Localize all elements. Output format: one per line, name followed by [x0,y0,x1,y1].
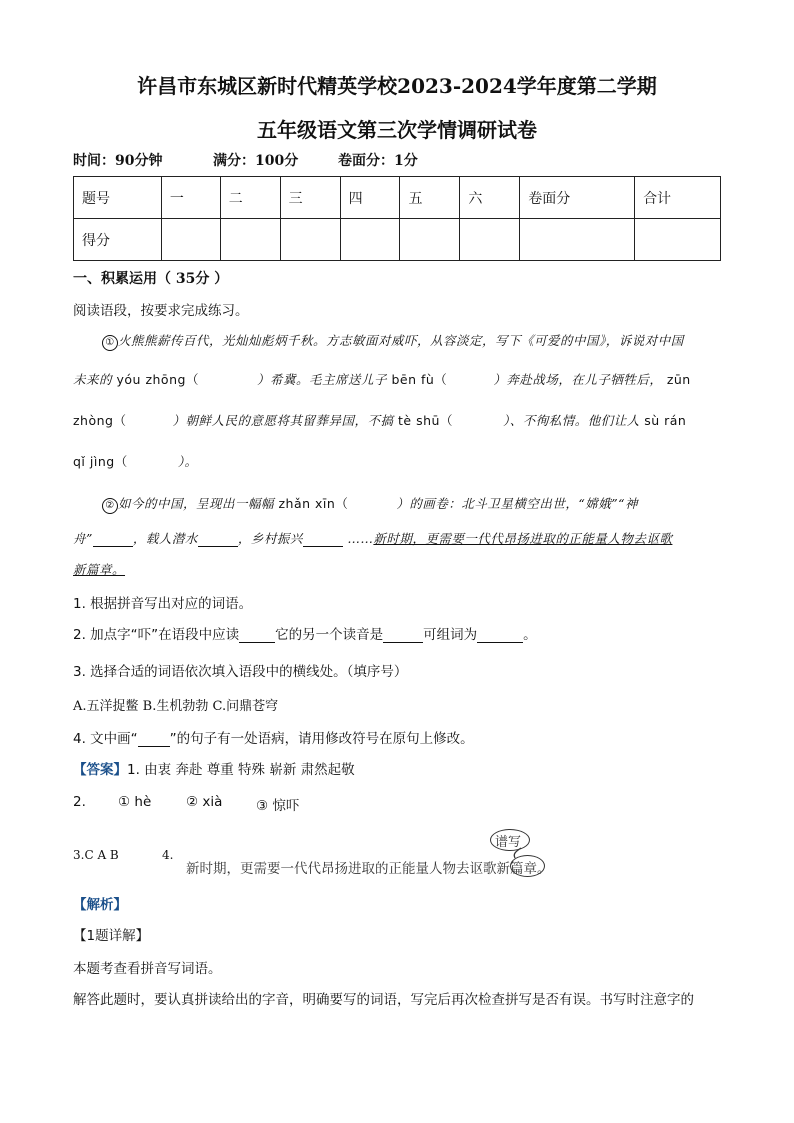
passage-text: ）希冀。毛主席送儿子 [256,372,387,387]
exam-time: 时间：90分钟 [73,153,163,169]
answer-tag: 【答案】 [73,762,127,778]
page-subtitle: 五年级语文第三次学情调研试卷 [257,118,537,142]
question-text: ”的句子有一处语病，请用修改符号在原句上修改。 [169,731,474,747]
analysis-subheading: 【1题详解】 [73,928,150,944]
fill-blank[interactable] [477,628,523,643]
exam-neatness-score: 卷面分：1分 [338,153,418,169]
table-cell: 二 [220,177,280,219]
question-4 [73,727,474,747]
passage-text: ）、不徇私情。他们让人 [502,413,640,428]
pinyin: yóu zhōng [116,372,186,387]
question-3-options: A.五洋捉鳖 B.生机勃勃 C.问鼎苍穹 [73,699,279,714]
score-table [73,176,721,261]
passage-line [102,331,684,351]
table-cell: 五 [400,177,460,219]
fill-blank[interactable] [138,732,170,747]
fill-blank[interactable] [239,628,275,643]
passage-text: ，载人潜水 [132,531,198,546]
exam-full-score: 满分：100分 [213,153,299,169]
answer-num: 4. [162,848,174,862]
passage-text: ）的画卷：北斗卫星横空出世，“嫦娥”“神 [396,496,639,511]
pinyin: zhòng [73,413,114,428]
question-text: 4. 文中画“ [73,731,138,747]
score-table-score-row [74,219,721,261]
score-cell[interactable] [280,219,340,261]
analysis-label: 【解析】 [73,897,127,913]
answer-num: 2. [73,794,86,810]
passage-text: 火熊熊薪传百代，光灿灿彪炳千秋。方志敏面对威吓，从容淡定，写下《可爱的中国》，诉说对中国 [118,333,684,348]
answer-text: 1. 由衷 奔赴 尊重 特殊 崭新 肃然起敬 [127,762,355,778]
score-table-header-row [74,177,721,219]
passage-text: ）奔赴战场，在儿子牺牲后， [493,372,663,387]
passage-text: ）。 [177,454,198,469]
table-cell: 三 [280,177,340,219]
underlined-sentence: 新时期，更需要一代代昂扬进取的正能量人物去讴歌 [373,531,673,546]
answer-4-sentence: 新时期，更需要一代代昂扬进取的正能量人物去讴歌新篇章。 [186,861,551,877]
passage-text: ）朝鲜人民的意愿将其留葬异国，不搞 [172,413,394,428]
passage-line [73,529,672,547]
pinyin: tè shū [398,413,440,428]
table-cell: 六 [460,177,520,219]
table-cell: 一 [161,177,220,219]
fill-blank[interactable] [303,532,343,547]
fill-blank[interactable] [198,532,238,547]
answer-text: ③ 惊吓 [256,798,300,814]
question-2 [73,623,537,643]
section-heading: 一、积累运用（ 35分 ） [73,271,229,287]
passage-line: 未来的 yóu zhōng（ ）希冀。毛主席送儿子 bēn fù（ ）奔赴战场，在儿子牺牲后， zūn [73,372,691,387]
analysis-text: 本题考查看拼音写词语。 [73,961,222,977]
question-text: 它的另一个读音是 [275,627,384,643]
score-cell[interactable] [460,219,520,261]
score-cell[interactable] [635,219,721,261]
passage-line [73,560,125,578]
question-text: 。 [523,627,537,643]
table-cell: 得分 [74,219,162,261]
question-3: 3. 选择合适的词语依次填入语段中的横线处。（填序号） [73,664,408,680]
table-cell: 四 [340,177,400,219]
page-title: 许昌市东城区新时代精英学校2023-2024学年度第二学期 [137,74,657,98]
fill-blank[interactable] [383,628,423,643]
pinyin: bēn fù [391,372,435,387]
score-cell[interactable] [220,219,280,261]
section-instruction: 阅读语段，按要求完成练习。 [73,303,249,319]
paragraph-marker: ① [102,335,118,351]
passage-text: 未来的 [73,372,113,387]
answer-text: ① hè [118,794,152,810]
passage-text: …… [347,531,374,546]
passage-text: ，乡村振兴 [237,531,303,546]
pinyin: zhǎn xīn [278,496,336,511]
fill-blank[interactable] [93,532,133,547]
underlined-sentence: 新篇章。 [73,562,126,577]
table-cell: 合计 [635,177,721,219]
analysis-tag [73,893,127,913]
passage-line: zhòng（ ）朝鲜人民的意愿将其留葬异国，不搞 tè shū（ ）、不徇私情。他们让人 sù rán [73,413,687,428]
table-cell: 题号 [74,177,162,219]
question-text: 2. 加点字“吓”在语段中应读 [73,627,240,643]
question-1: 1. 根据拼音写出对应的词语。 [73,596,253,612]
passage-text: 舟” [73,531,93,546]
analysis-text: 解答此题时，要认真拼读给出的字音，明确要写的词语，写完后再次检查拼写是否有误。书写时注意字的 [73,992,694,1008]
question-text: 可组词为 [423,627,478,643]
pinyin: sù rán [644,413,687,428]
score-cell[interactable] [340,219,400,261]
score-cell[interactable] [520,219,635,261]
passage-line: ② 如今的中国，呈现出一幅幅 zhǎn xīn（ ）的画卷：北斗卫星横空出世，“嫦娥”“神 [102,494,638,514]
pinyin: qǐ jìng [73,454,115,469]
pinyin: zūn [666,372,691,387]
paragraph-marker: ② [102,498,118,514]
score-cell[interactable] [400,219,460,261]
correction-arrow-icon [505,846,535,860]
table-cell: 卷面分 [520,177,635,219]
score-cell[interactable] [161,219,220,261]
answer-3: 3.C A B [73,848,119,862]
passage-line: qǐ jìng（ ）。 [73,454,198,469]
correction-text: 谱写 [495,835,522,850]
answer-line-1 [73,758,355,778]
passage-text: 如今的中国，呈现出一幅幅 [118,496,275,511]
answer-text: ② xià [186,794,223,810]
